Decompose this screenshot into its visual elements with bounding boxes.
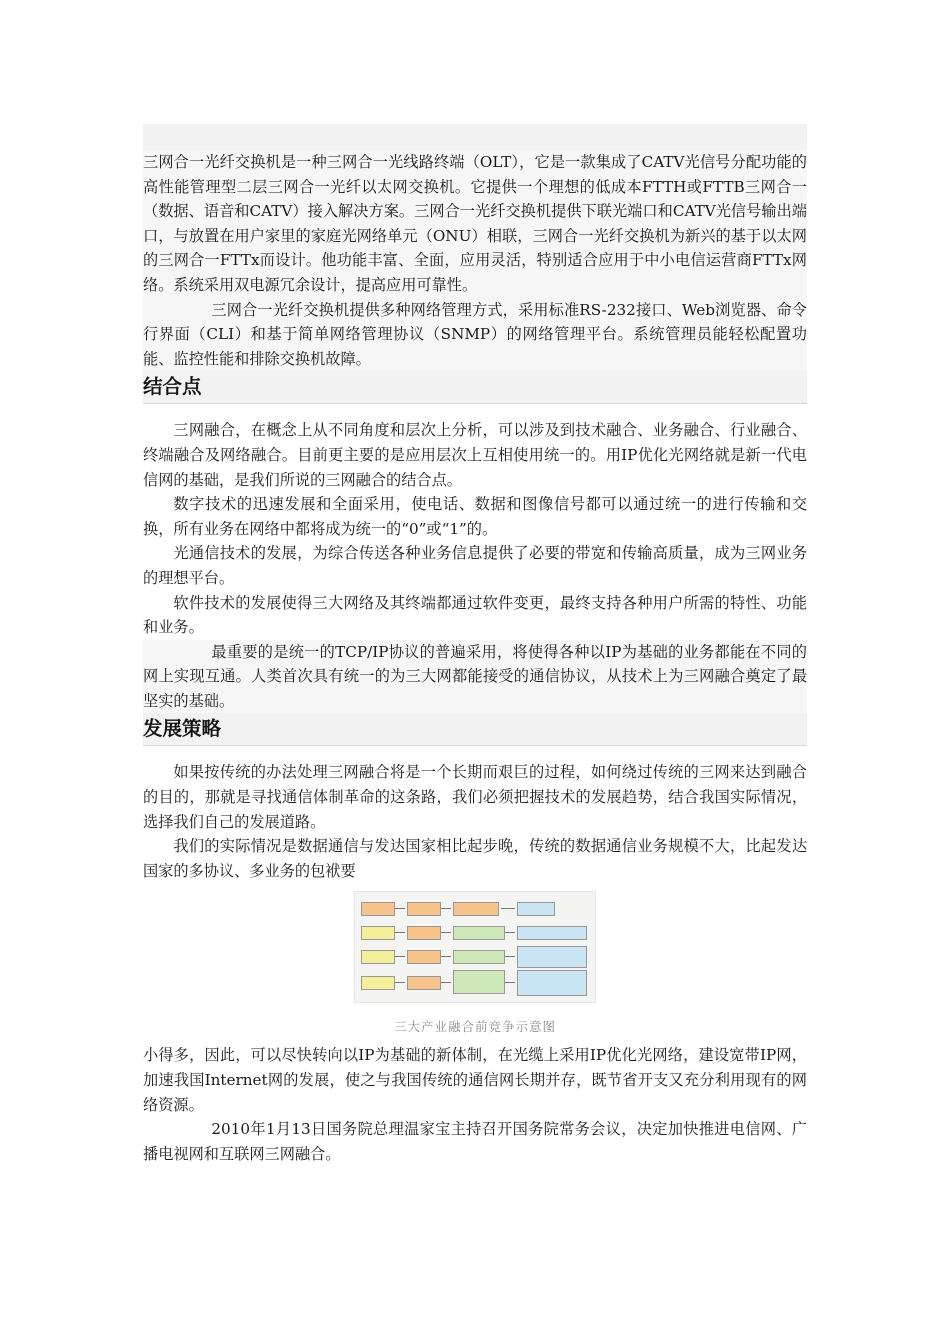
diagram-arrow (441, 908, 451, 909)
competition-diagram-image (354, 891, 596, 1003)
diagram-arrow (441, 956, 451, 957)
spacer (143, 404, 807, 418)
diagram-node (453, 970, 505, 994)
diagram-node (517, 946, 587, 968)
paragraph: 2010年1月13日国务院总理温家宝主持召开国务院常务会议，决定加快推进电信网、广播电视网和互联网三网融合。 (143, 1120, 807, 1163)
diagram-arrow (505, 932, 515, 933)
diagram-node (361, 950, 395, 964)
diagram-node (407, 926, 441, 940)
document-page (143, 124, 807, 1166)
paragraph: 三网融合，在概念上从不同角度和层次上分析，可以涉及到技术融合、业务融合、行业融合、终端融合及网络融合。目前更主要的是应用层次上互相使用统一的。用IP优化光网络就是新一代电信网的基础，是我们所说的三网融合的结合点。 (143, 421, 807, 489)
diagram-node (517, 970, 587, 996)
diagram-node (361, 976, 395, 990)
diagram-node (453, 926, 505, 940)
diagram-node (517, 926, 587, 940)
diagram-arrow (395, 908, 405, 909)
diagram-node (453, 902, 499, 916)
diagram-arrow (395, 982, 405, 983)
diagram-node (361, 902, 395, 916)
diagram-node (407, 950, 441, 964)
diagram-arrow (501, 908, 515, 909)
spacer (143, 746, 807, 760)
paragraph: 最重要的是统一的TCP/IP协议的普遍采用，将使得各种以IP为基础的业务都能在不同的网上实现互通。人类首次具有统一的为三大网都能接受的通信协议，从技术上为三网融合奠定了最坚实的基础。 (143, 640, 807, 714)
section-heading-convergence-point: 结合点 (143, 371, 807, 404)
paragraph: 光通信技术的发展，为综合传送各种业务信息提供了必要的带宽和传输高质量，成为三网业务的理想平台。 (143, 544, 807, 587)
figure-caption: 三大产业融合前竞争示意图 (393, 1019, 556, 1035)
diagram-node (517, 902, 555, 916)
diagram-node (453, 950, 505, 964)
paragraph: 我们的实际情况是数据通信与发达国家相比起步晚，传统的数据通信业务规模不大，比起发达国家的多协议、多业务的包袱要 (143, 837, 807, 880)
diagram-node (361, 926, 395, 940)
diagram-node (407, 902, 441, 916)
paragraph: 小得多，因此，可以尽快转向以IP为基础的新体制，在光缆上采用IP优化光网络，建设宽带IP网，加速我国Internet网的发展，使之与我国传统的通信网长期并存，既节省开支又充分利用现有的网络资源。 (143, 1046, 807, 1114)
paragraph: 软件技术的发展使得三大网络及其终端都通过软件变更，最终支持各种用户所需的特性、功能和业务。 (143, 593, 807, 637)
header-band (143, 124, 807, 150)
section-heading-development-strategy: 发展策略 (143, 713, 807, 746)
intro-paragraph-1: 三网合一光纤交换机是一种三网合一光线路终端（OLT），它是一款集成了CATV光信号分配功能的高性能管理型二层三网合一光纤以太网交换机。它提供一个理想的低成本FTTH或FTTB三网合一（数据、语音和CATV）接入解决方案。三网合一光纤交换机提供下联光端口和CATV光信号输出端口，与放置在用户家里的家庭光网络单元（ONU）相联，三网合一光纤交换机为新兴的基于以太网的三网合一FTTx而设计。他功能丰富、全面，应用灵活，特别适合应用于中小电信运营商FTTx网络。系统采用双电源冗余设计，提高应用可靠性。 (143, 150, 807, 298)
diagram-arrow (505, 982, 515, 983)
diagram-arrow (395, 932, 405, 933)
paragraph: 如果按传统的办法处理三网融合将是一个长期而艰巨的过程，如何绕过传统的三网来达到融合的目的，那就是寻找通信体制革命的这条路，我们必须把握技术的发展趋势，结合我国实际情况，选择我们自己的发展道路。 (143, 763, 807, 831)
diagram-arrow (441, 932, 451, 933)
intro-paragraph-2: 三网合一光纤交换机提供多种网络管理方式，采用标准RS-232接口、Web浏览器、命令行界面（CLI）和基于简单网络管理协议（SNMP）的网络管理平台。系统管理员能轻松配置功能、监控性能和排除交换机故障。 (143, 298, 807, 372)
diagram-node (407, 976, 441, 990)
diagram-arrow (395, 956, 405, 957)
diagram-arrow (441, 982, 451, 983)
diagram-arrow (505, 956, 515, 957)
paragraph: 数字技术的迅速发展和全面采用，使电话、数据和图像信号都可以通过统一的进行传输和交换，所有业务在网络中都将成为统一的“0”或“1”的。 (143, 495, 807, 538)
